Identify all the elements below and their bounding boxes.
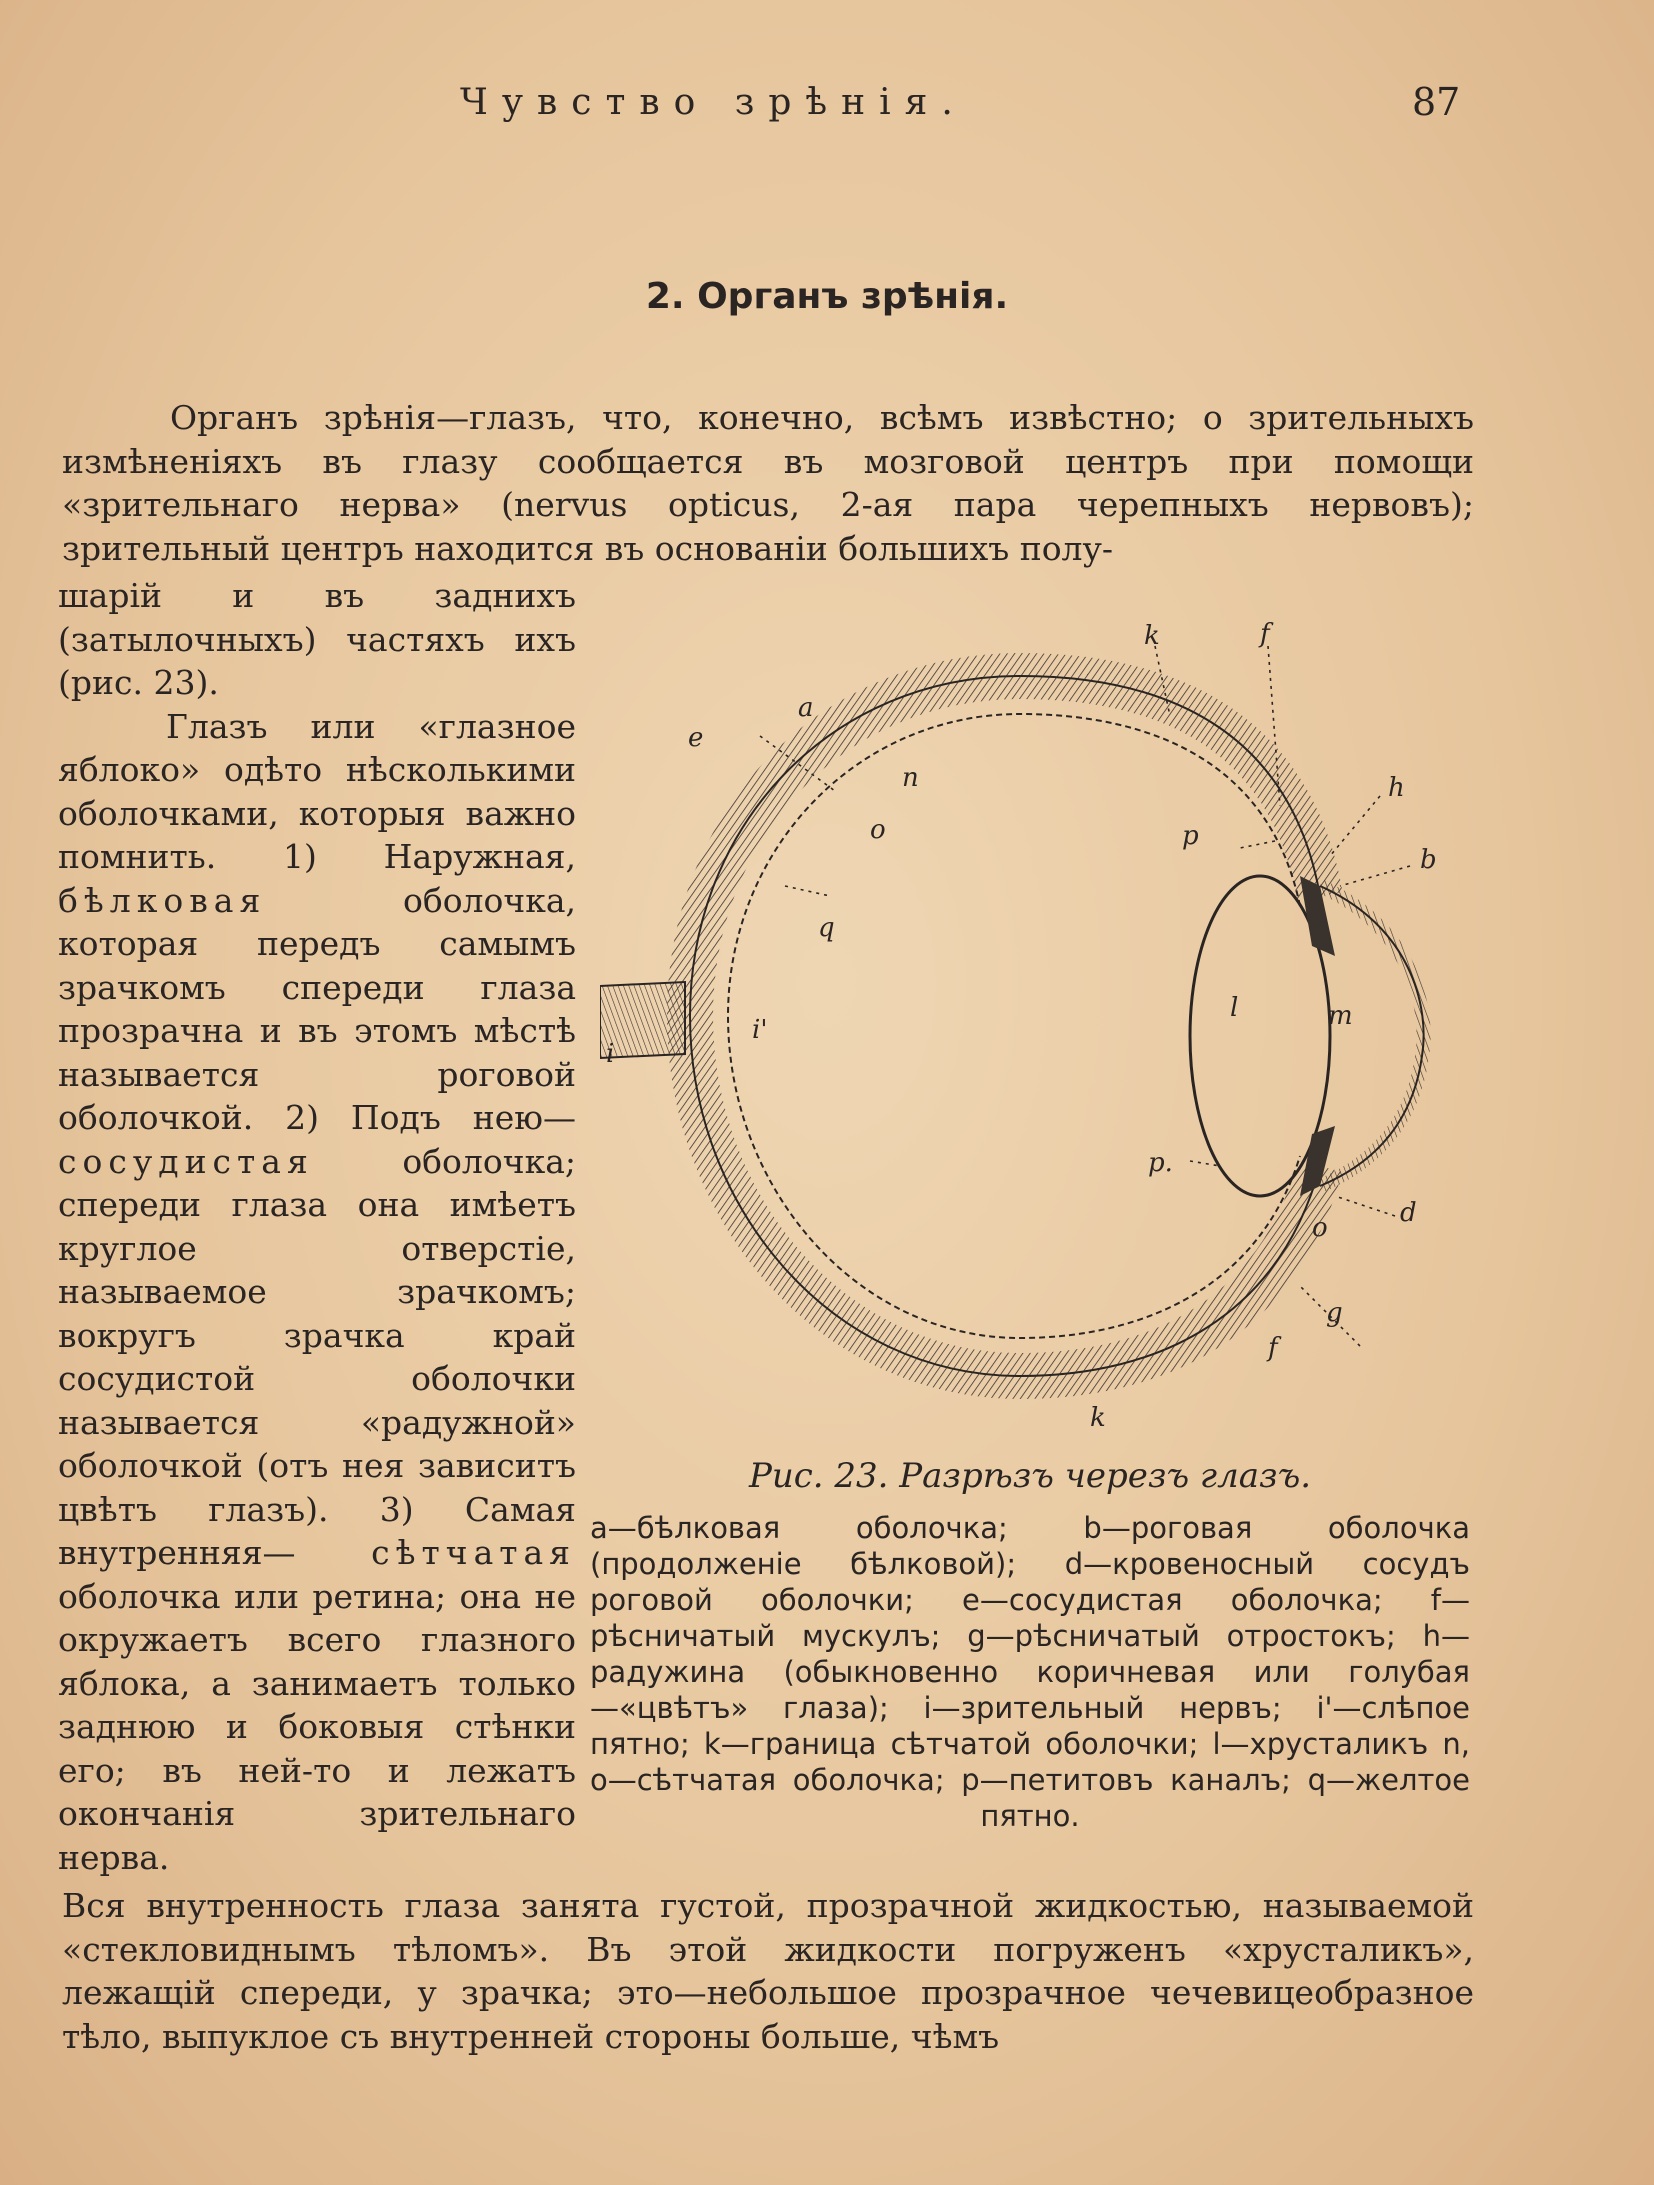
- cornea: [1320, 886, 1424, 1186]
- eye-diagram: [600, 586, 1460, 1446]
- label-m: m: [1328, 1001, 1353, 1031]
- label-h: h: [1388, 773, 1405, 803]
- term-setchataya: сѣтчатая: [371, 1533, 576, 1572]
- label-b: b: [1420, 845, 1437, 875]
- label-o: o: [870, 815, 886, 845]
- label-k-top: k: [1144, 621, 1160, 651]
- text-run: оболочка, которая передъ самымъ зрачкомъ спереди глаза прозрачна и въ этомъ мѣстѣ называется роговой оболочкой. 2) Подъ нею—: [58, 880, 576, 1137]
- label-i: i: [606, 1039, 615, 1069]
- term-belkovaya: бѣлковая: [58, 880, 267, 920]
- label-q: q: [818, 913, 835, 943]
- label-n: n: [902, 763, 919, 793]
- label-o-bottom: o: [1312, 1213, 1328, 1243]
- paragraph-bottom: Вся внутренность глаза занята густой, прозрачной жидкостью, называемой «стекловиднымъ тѣломъ». Въ этой жидкости погруженъ «хрусталикъ», лежащій спереди, у зрачка; это—небольшое прозрачное чечевицеобразное тѣло, выпуклое съ внутренней стороны больше, чѣмъ: [62, 1886, 1474, 2056]
- label-g: g: [1326, 1298, 1343, 1328]
- label-i-prime: i': [752, 1015, 768, 1045]
- label-l: l: [1230, 993, 1239, 1023]
- figure-caption-title: Рис. 23. Разрѣзъ черезъ глазъ.: [748, 1456, 1312, 1496]
- label-k-bottom: k: [1090, 1403, 1106, 1433]
- section-title: 2. Органъ зрѣнія.: [645, 276, 1009, 317]
- term-sosudistaya: сосудистая: [58, 1141, 314, 1181]
- left-column: [58, 574, 576, 1879]
- label-f-top: f: [1260, 619, 1270, 649]
- page-number: 87: [1412, 80, 1461, 124]
- text-run: оболочка; спереди глаза она имѣетъ круглое отверстіе, называемое зрачкомъ; вокругъ зрачка край сосудистой оболочки называется «радужной» оболочкой (отъ нея зависитъ цвѣтъ глазъ). 3) Самая внутренняя—: [58, 1141, 576, 1572]
- running-title: Чувство зрѣнія.: [460, 82, 967, 123]
- text-run: оболочка или ретина; она не окружаетъ всего глазного яблока, а занимаетъ только заднюю и боковыя стѣнки его; въ ней-то и лежатъ окончанія зрительнаго нерва.: [58, 1576, 576, 1877]
- text-run: Глазъ или «глазное яблоко» одѣто нѣсколькими оболочками, которыя важно помнить. 1) Наружная,: [58, 706, 576, 876]
- eye-cross-section-figure: [600, 586, 1460, 1446]
- label-p-top: p: [1182, 821, 1199, 851]
- paragraph-left-1: шарій и въ заднихъ (затылочныхъ) частяхъ ихъ (рис. 23).: [58, 576, 576, 702]
- paragraph-left-2: [58, 705, 576, 1880]
- label-d: d: [1400, 1198, 1417, 1228]
- figure-legend: a—бѣлковая оболочка; b—роговая оболочка (продолженіе бѣлковой); d—кровеносный сосудъ роговой оболочки; e—сосудистая оболочка; f—рѣсничатый мускулъ; g—рѣсничатый отростокъ; h—радужина (обыкновенно коричневая или голубая—«цвѣтъ» глаза); i—зрительный нервъ; i'—слѣпое пятно; k—граница сѣтчатой оболочки; l—хрусталикъ n, o—сѣтчатая оболочка; p—петитовъ каналъ; q—желтое пятно.: [590, 1511, 1470, 1833]
- label-a: a: [798, 693, 814, 723]
- label-p-bottom: p.: [1148, 1148, 1173, 1178]
- paragraph-top: Органъ зрѣнія—глазъ, что, конечно, всѣмъ извѣстно; о зрительныхъ измѣненіяхъ въ глазу сообщается въ мозговой центръ при помощи «зрительнаго нерва» (nervus opticus, 2-ая пара черепныхъ нервовъ); зрительный центръ находится въ основаніи большихъ полу-: [62, 398, 1474, 568]
- retina: [728, 714, 1300, 1338]
- label-e: e: [688, 723, 704, 753]
- label-f-bottom: f: [1268, 1333, 1278, 1363]
